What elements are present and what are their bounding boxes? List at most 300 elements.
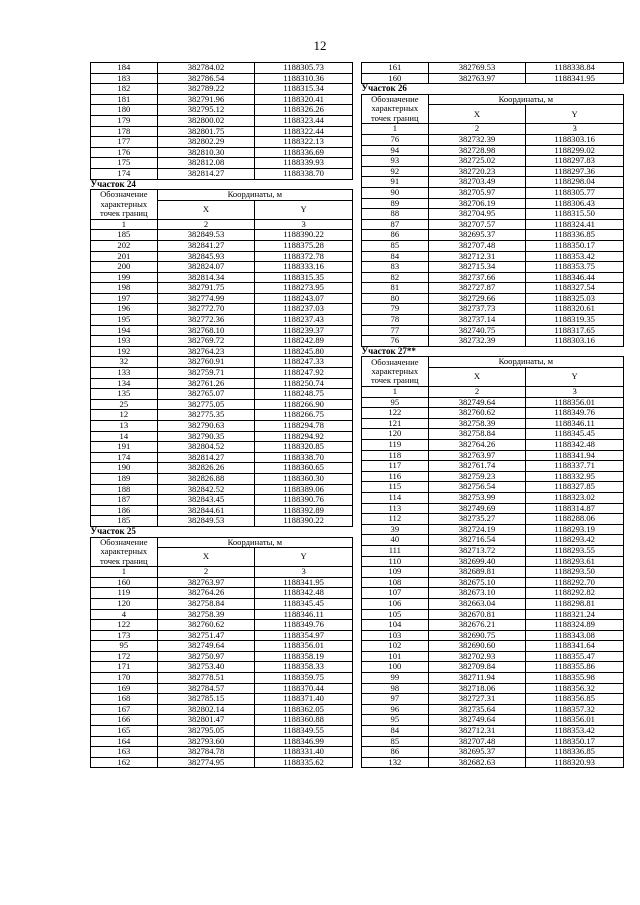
point-id: 184 [91, 63, 158, 74]
column-number: 3 [255, 219, 353, 230]
y-coordinate: 1188327.54 [526, 283, 624, 294]
y-coordinate: 1188303.16 [526, 336, 624, 347]
point-id: 201 [91, 251, 158, 262]
table-row [91, 105, 353, 116]
point-id: 170 [91, 673, 158, 684]
column-number: 3 [526, 124, 624, 135]
table-row [91, 137, 353, 148]
point-id: 102 [362, 641, 429, 652]
point-id: 162 [91, 757, 158, 768]
point-id: 81 [362, 283, 429, 294]
y-coordinate: 1188242.89 [255, 336, 353, 347]
point-id: 85 [362, 240, 429, 251]
section-title-row [91, 179, 353, 190]
y-coordinate: 1188389.06 [255, 484, 353, 495]
x-header: X [157, 548, 255, 567]
y-coordinate: 1188326.26 [255, 105, 353, 116]
y-coordinate: 1188390.22 [255, 516, 353, 527]
x-coordinate: 382800.02 [157, 115, 255, 126]
point-id: 94 [362, 145, 429, 156]
table-row [91, 609, 353, 620]
y-coordinate: 1188392.89 [255, 505, 353, 516]
point-id: 117 [362, 461, 429, 472]
table-row [362, 694, 624, 705]
x-coordinate: 382663.04 [428, 598, 526, 609]
point-id: 39 [362, 524, 429, 535]
y-coordinate: 1188354.97 [255, 630, 353, 641]
y-coordinate: 1188339.93 [255, 158, 353, 169]
section-title: Участок 26 [361, 83, 407, 94]
point-id: 118 [362, 450, 429, 461]
point-id: 133 [91, 368, 158, 379]
table-row [362, 408, 624, 419]
point-id: 93 [362, 156, 429, 167]
table-row [362, 556, 624, 567]
table-row [362, 397, 624, 408]
y-coordinate: 1188349.76 [526, 408, 624, 419]
point-id: 195 [91, 315, 158, 326]
y-coordinate: 1188324.41 [526, 219, 624, 230]
point-id: 167 [91, 704, 158, 715]
point-id: 168 [91, 694, 158, 705]
table-row [91, 505, 353, 516]
table-row [91, 73, 353, 84]
point-id: 163 [91, 747, 158, 758]
point-id: 4 [91, 609, 158, 620]
coordinates-header: Координаты, м [157, 537, 352, 548]
y-coordinate: 1188338.70 [255, 168, 353, 179]
x-coordinate: 382712.31 [428, 726, 526, 737]
x-coordinate: 382769.53 [428, 63, 526, 74]
coordinates-header: Координаты, м [428, 357, 623, 368]
x-coordinate: 382764.26 [428, 440, 526, 451]
x-coordinate: 382765.07 [157, 389, 255, 400]
x-coordinate: 382775.35 [157, 410, 255, 421]
table-row [91, 588, 353, 599]
x-coordinate: 382842.52 [157, 484, 255, 495]
y-coordinate: 1188356.32 [526, 683, 624, 694]
x-coordinate: 382750.97 [157, 651, 255, 662]
x-coordinate: 382732.39 [428, 336, 526, 347]
x-coordinate: 382841.27 [157, 240, 255, 251]
point-id: 100 [362, 662, 429, 673]
y-coordinate: 1188337.71 [526, 461, 624, 472]
point-designation-header: Обозначение характерных точек границ [362, 357, 429, 387]
table-row [362, 588, 624, 599]
table-row [362, 609, 624, 620]
x-coordinate: 382718.06 [428, 683, 526, 694]
table-row [362, 240, 624, 251]
x-coordinate: 382774.95 [157, 757, 255, 768]
section-title-row [362, 346, 624, 357]
x-coordinate: 382843.45 [157, 495, 255, 506]
x-coordinate: 382707.48 [428, 240, 526, 251]
column-number: 2 [428, 124, 526, 135]
point-id: 25 [91, 399, 158, 410]
y-coordinate: 1188358.19 [255, 651, 353, 662]
table-row [362, 715, 624, 726]
x-coordinate: 382735.64 [428, 704, 526, 715]
x-coordinate: 382772.36 [157, 315, 255, 326]
coordinates-header: Координаты, м [428, 94, 623, 105]
point-designation-header: Обозначение характерных точек границ [91, 537, 158, 567]
y-coordinate: 1188336.69 [255, 147, 353, 158]
point-id: 160 [91, 577, 158, 588]
y-coordinate: 1188355.47 [526, 651, 624, 662]
y-coordinate: 1188245.80 [255, 346, 353, 357]
point-id: 83 [362, 262, 429, 273]
x-coordinate: 382699.40 [428, 556, 526, 567]
table-row [362, 315, 624, 326]
y-coordinate: 1188247.33 [255, 357, 353, 368]
x-coordinate: 382724.19 [428, 524, 526, 535]
x-coordinate: 382804.52 [157, 442, 255, 453]
table-row [91, 673, 353, 684]
x-coordinate: 382790.63 [157, 421, 255, 432]
table-row [91, 304, 353, 315]
x-coordinate: 382702.93 [428, 651, 526, 662]
table-row [91, 94, 353, 105]
x-coordinate: 382670.81 [428, 609, 526, 620]
table-row [91, 283, 353, 294]
x-coordinate: 382761.74 [428, 461, 526, 472]
table-row [362, 662, 624, 673]
x-coordinate: 382749.69 [428, 503, 526, 514]
point-id: 121 [362, 418, 429, 429]
point-id: 120 [362, 429, 429, 440]
x-coordinate: 382753.99 [428, 492, 526, 503]
x-coordinate: 382791.75 [157, 283, 255, 294]
table-row [91, 641, 353, 652]
coordinates-table-right [361, 62, 624, 768]
y-coordinate: 1188320.93 [526, 757, 624, 768]
point-id: 82 [362, 272, 429, 283]
table-row [91, 630, 353, 641]
column-number: 3 [255, 567, 353, 578]
point-id: 91 [362, 177, 429, 188]
x-coordinate: 382673.10 [428, 588, 526, 599]
point-id: 80 [362, 293, 429, 304]
y-coordinate: 1188299.02 [526, 145, 624, 156]
table-row [362, 471, 624, 482]
table-row [362, 450, 624, 461]
y-coordinate: 1188327.85 [526, 482, 624, 493]
table-row [362, 514, 624, 525]
y-coordinate: 1188315.35 [255, 272, 353, 283]
x-coordinate: 382753.40 [157, 662, 255, 673]
point-id: 166 [91, 715, 158, 726]
point-id: 191 [91, 442, 158, 453]
table-row [362, 577, 624, 588]
x-coordinate: 382737.73 [428, 304, 526, 315]
y-coordinate: 1188360.65 [255, 463, 353, 474]
table-row [91, 598, 353, 609]
point-id: 135 [91, 389, 158, 400]
y-coordinate: 1188350.17 [526, 736, 624, 747]
x-coordinate: 382774.99 [157, 293, 255, 304]
table-row [362, 651, 624, 662]
y-coordinate: 1188297.83 [526, 156, 624, 167]
y-header: Y [255, 200, 353, 219]
y-coordinate: 1188293.42 [526, 535, 624, 546]
y-coordinate: 1188346.11 [526, 418, 624, 429]
table-row [362, 177, 624, 188]
x-coordinate: 382789.22 [157, 84, 255, 95]
table-row [362, 304, 624, 315]
column-number: 2 [428, 387, 526, 398]
table-row [91, 484, 353, 495]
y-coordinate: 1188314.87 [526, 503, 624, 514]
x-coordinate: 382760.62 [428, 408, 526, 419]
x-coordinate: 382764.26 [157, 588, 255, 599]
y-coordinate: 1188360.30 [255, 473, 353, 484]
point-id: 12 [91, 410, 158, 421]
x-coordinate: 382749.64 [157, 641, 255, 652]
column-number: 1 [91, 567, 158, 578]
y-coordinate: 1188336.85 [526, 747, 624, 758]
y-coordinate: 1188320.41 [255, 94, 353, 105]
point-id: 76 [362, 336, 429, 347]
y-coordinate: 1188356.01 [526, 397, 624, 408]
table-header-row [362, 357, 624, 368]
x-coordinate: 382709.84 [428, 662, 526, 673]
column-number: 3 [526, 387, 624, 398]
left-column [90, 62, 353, 768]
y-coordinate: 1188305.73 [255, 63, 353, 74]
point-id: 120 [91, 598, 158, 609]
x-coordinate: 382775.05 [157, 399, 255, 410]
x-coordinate: 382801.47 [157, 715, 255, 726]
point-id: 183 [91, 73, 158, 84]
point-id: 77 [362, 325, 429, 336]
table-row [91, 473, 353, 484]
table-row [91, 357, 353, 368]
column-number: 2 [157, 567, 255, 578]
y-coordinate: 1188346.11 [255, 609, 353, 620]
point-id: 95 [362, 397, 429, 408]
point-id: 113 [362, 503, 429, 514]
x-coordinate: 382802.29 [157, 137, 255, 148]
point-id: 13 [91, 421, 158, 432]
point-id: 101 [362, 651, 429, 662]
point-id: 196 [91, 304, 158, 315]
table-row [362, 641, 624, 652]
x-coordinate: 382759.23 [428, 471, 526, 482]
x-coordinate: 382769.72 [157, 336, 255, 347]
y-coordinate: 1188338.84 [526, 63, 624, 74]
point-id: 86 [362, 230, 429, 241]
x-coordinate: 382763.97 [428, 73, 526, 84]
y-coordinate: 1188243.07 [255, 293, 353, 304]
point-id: 103 [362, 630, 429, 641]
x-coordinate: 382682.63 [428, 757, 526, 768]
table-row [91, 726, 353, 737]
table-row [91, 389, 353, 400]
table-row [362, 726, 624, 737]
x-coordinate: 382786.54 [157, 73, 255, 84]
y-coordinate: 1188331.40 [255, 747, 353, 758]
table-row [91, 442, 353, 453]
x-coordinate: 382763.97 [428, 450, 526, 461]
x-coordinate: 382732.39 [428, 134, 526, 145]
table-row [362, 440, 624, 451]
y-coordinate: 1188335.62 [255, 757, 353, 768]
point-id: 169 [91, 683, 158, 694]
section-title: Участок 24 [90, 179, 136, 189]
point-id: 160 [362, 73, 429, 84]
column-number: 1 [362, 124, 429, 135]
table-row [362, 166, 624, 177]
y-coordinate: 1188325.03 [526, 293, 624, 304]
x-coordinate: 382758.39 [157, 609, 255, 620]
table-row [91, 272, 353, 283]
y-coordinate: 1188357.32 [526, 704, 624, 715]
section-title: Участок 25 [90, 526, 136, 536]
x-coordinate: 382735.27 [428, 514, 526, 525]
point-id: 164 [91, 736, 158, 747]
table-row [362, 156, 624, 167]
x-coordinate: 382675.10 [428, 577, 526, 588]
y-coordinate: 1188298.04 [526, 177, 624, 188]
column-number: 1 [362, 387, 429, 398]
table-row [91, 262, 353, 273]
y-coordinate: 1188297.36 [526, 166, 624, 177]
y-coordinate: 1188292.82 [526, 588, 624, 599]
table-header-row [91, 190, 353, 201]
page-number: 12 [313, 38, 327, 53]
table-row [362, 567, 624, 578]
column-number-row [91, 219, 353, 230]
table-row [362, 272, 624, 283]
y-coordinate: 1188293.61 [526, 556, 624, 567]
point-id: 76 [362, 134, 429, 145]
table-row [362, 134, 624, 145]
y-coordinate: 1188294.78 [255, 421, 353, 432]
x-coordinate: 382801.75 [157, 126, 255, 137]
table-row [362, 198, 624, 209]
point-id: 111 [362, 545, 429, 556]
table-row [91, 715, 353, 726]
column-number-row [91, 567, 353, 578]
x-coordinate: 382729.66 [428, 293, 526, 304]
y-coordinate: 1188333.16 [255, 262, 353, 273]
x-coordinate: 382784.57 [157, 683, 255, 694]
x-coordinate: 382707.48 [428, 736, 526, 747]
x-coordinate: 382795.12 [157, 105, 255, 116]
y-coordinate: 1188342.48 [255, 588, 353, 599]
x-coordinate: 382713.72 [428, 545, 526, 556]
x-coordinate: 382758.84 [428, 429, 526, 440]
y-coordinate: 1188247.92 [255, 368, 353, 379]
table-row [362, 683, 624, 694]
table-row [362, 293, 624, 304]
point-id: 116 [362, 471, 429, 482]
point-id: 173 [91, 630, 158, 641]
table-header-row [91, 537, 353, 548]
point-id: 186 [91, 505, 158, 516]
y-coordinate: 1188248.75 [255, 389, 353, 400]
table-row [91, 463, 353, 474]
y-coordinate: 1188341.64 [526, 641, 624, 652]
table-row [91, 84, 353, 95]
y-coordinate: 1188375.28 [255, 240, 353, 251]
x-coordinate: 382727.87 [428, 283, 526, 294]
column-number-row [362, 124, 624, 135]
y-coordinate: 1188310.36 [255, 73, 353, 84]
x-coordinate: 382758.39 [428, 418, 526, 429]
y-coordinate: 1188359.75 [255, 673, 353, 684]
table-row [362, 704, 624, 715]
point-id: 175 [91, 158, 158, 169]
right-column [361, 62, 624, 768]
point-id: 178 [91, 126, 158, 137]
x-coordinate: 382759.71 [157, 368, 255, 379]
x-coordinate: 382690.60 [428, 641, 526, 652]
table-row [91, 293, 353, 304]
x-header: X [428, 368, 526, 387]
point-id: 86 [362, 747, 429, 758]
x-coordinate: 382784.02 [157, 63, 255, 74]
table-row [362, 336, 624, 347]
x-coordinate: 382824.07 [157, 262, 255, 273]
y-header: Y [526, 105, 624, 124]
x-coordinate: 382727.31 [428, 694, 526, 705]
x-coordinate: 382795.05 [157, 726, 255, 737]
x-coordinate: 382763.97 [157, 577, 255, 588]
table-row [91, 230, 353, 241]
y-coordinate: 1188390.22 [255, 230, 353, 241]
x-coordinate: 382749.64 [428, 715, 526, 726]
x-coordinate: 382778.51 [157, 673, 255, 684]
point-id: 107 [362, 588, 429, 599]
table-row [362, 251, 624, 262]
x-coordinate: 382703.49 [428, 177, 526, 188]
point-id: 106 [362, 598, 429, 609]
y-coordinate: 1188353.42 [526, 726, 624, 737]
table-row [362, 545, 624, 556]
point-id: 88 [362, 209, 429, 220]
point-id: 115 [362, 482, 429, 493]
y-coordinate: 1188293.19 [526, 524, 624, 535]
x-coordinate: 382849.53 [157, 516, 255, 527]
point-id: 95 [362, 715, 429, 726]
point-id: 84 [362, 726, 429, 737]
table-row [91, 336, 353, 347]
x-coordinate: 382760.91 [157, 357, 255, 368]
y-coordinate: 1188360.88 [255, 715, 353, 726]
column-number: 2 [157, 219, 255, 230]
y-coordinate: 1188293.55 [526, 545, 624, 556]
point-id: 122 [91, 620, 158, 631]
x-coordinate: 382764.23 [157, 346, 255, 357]
table-row [91, 251, 353, 262]
table-row [91, 495, 353, 506]
section-title-row [362, 84, 624, 95]
y-coordinate: 1188355.98 [526, 673, 624, 684]
table-row [91, 651, 353, 662]
table-row [91, 325, 353, 336]
point-id: 188 [91, 484, 158, 495]
table-row [362, 747, 624, 758]
table-row [91, 452, 353, 463]
y-coordinate: 1188372.78 [255, 251, 353, 262]
table-row [91, 346, 353, 357]
table-row [362, 283, 624, 294]
table-row [91, 757, 353, 768]
x-coordinate: 382814.34 [157, 272, 255, 283]
table-row [91, 516, 353, 527]
section-title-row [91, 526, 353, 537]
